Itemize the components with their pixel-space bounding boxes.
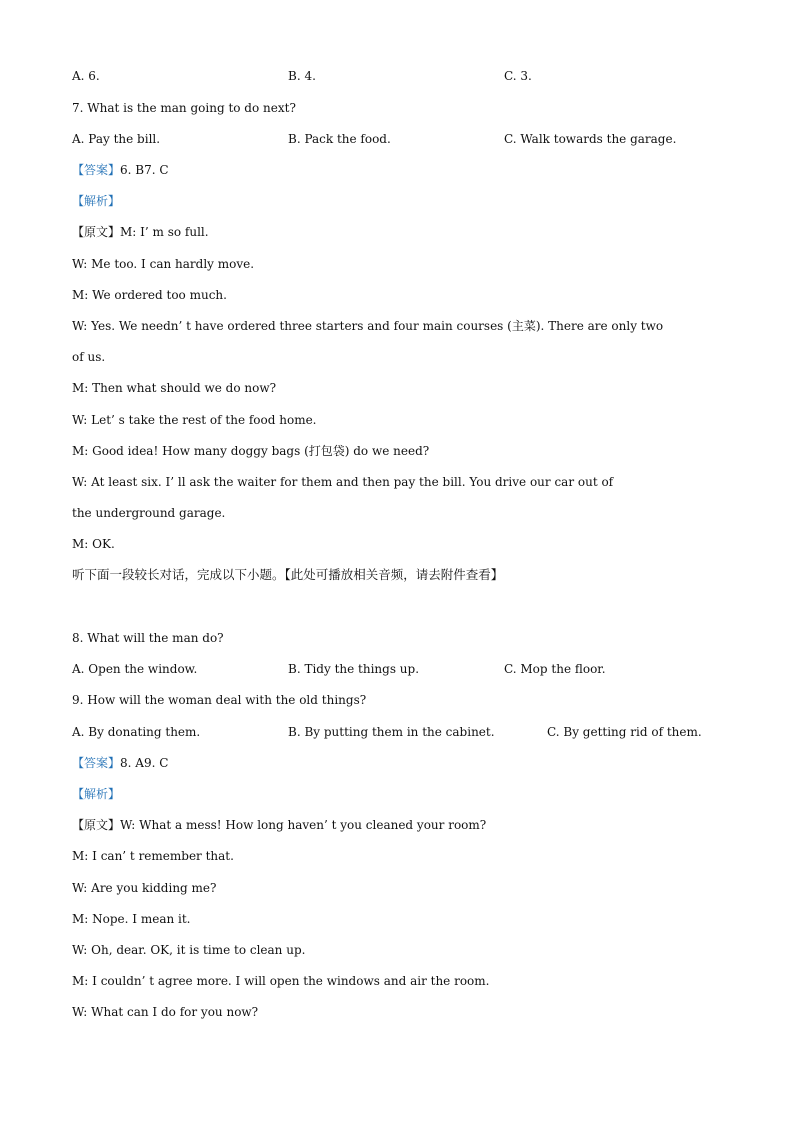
answer-label: 【答案】 [72,756,121,770]
q9-option-a: A. By donating them. [72,725,201,739]
q6-option-b: B. 4. [288,69,316,83]
q7-option-c: C. Walk towards the garage. [504,132,677,146]
original-label: 【原文】 [72,225,121,239]
dialogue-line: M: I can’ t remember that. [72,849,234,863]
dialogue-text: W: What a mess! How long haven’ t you cleaned your room? [120,818,487,832]
answer-label: 【答案】 [72,163,121,177]
dialogue-line: of us. [72,350,106,364]
dialogue-line: M: OK. [72,537,115,551]
q9-option-b: B. By putting them in the cabinet. [288,725,495,739]
q6-option-a: A. 6. [72,69,100,83]
q7-question: 7. What is the man going to do next? [72,101,296,115]
analysis-label-2 [72,786,120,802]
dialogue-line: W: Yes. We needn’ t have ordered three starters and four main courses (主菜). There are only two [72,319,664,333]
dialogue-line: W: Oh, dear. OK, it is time to clean up. [72,943,306,957]
listening-instruction: 听下面一段较长对话，完成以下小题。【此处可播放相关音频，请去附件查看】 [72,567,504,582]
q6-option-c: C. 3. [504,69,532,83]
dialogue-line: M: Nope. I mean it. [72,912,191,926]
answer-line-2 [72,755,168,771]
dialogue-line: M: Good idea! How many doggy bags (打包袋) do we need? [72,444,430,458]
dialogue-line: M: We ordered too much. [72,288,227,302]
dialogue-line [72,224,209,240]
dialogue-line: W: Let’ s take the rest of the food home. [72,413,317,427]
q8-question: 8. What will the man do? [72,631,224,645]
dialogue-line: the underground garage. [72,506,226,520]
dialogue-line: W: Me too. I can hardly move. [72,257,255,271]
dialogue-line: M: I couldn’ t agree more. I will open the windows and air the room. [72,974,490,988]
answer-line-1 [72,162,169,178]
q7-option-b: B. Pack the food. [288,132,391,146]
q7-option-a: A. Pay the bill. [72,132,161,146]
q8-option-b: B. Tidy the things up. [288,662,420,676]
answer-value: 8. A9. C [120,756,169,770]
q9-question: 9. How will the woman deal with the old things? [72,693,367,707]
dialogue-line: W: Are you kidding me? [72,881,217,895]
analysis-label: 【解析】 [72,194,121,208]
dialogue-line: M: Then what should we do now? [72,381,277,395]
dialogue-line [72,817,486,833]
analysis-label-1 [72,193,120,209]
q8-option-a: A. Open the window. [72,662,198,676]
dialogue-line: W: At least six. I’ ll ask the waiter for them and then pay the bill. You drive our car out of [72,475,614,489]
q9-option-c: C. By getting rid of them. [547,725,702,739]
q8-option-c: C. Mop the floor. [504,662,606,676]
original-label: 【原文】 [72,818,121,832]
answer-value: 6. B7. C [120,163,169,177]
dialogue-text: M: I’ m so full. [120,225,209,239]
dialogue-line: W: What can I do for you now? [72,1005,259,1019]
analysis-label: 【解析】 [72,787,121,801]
